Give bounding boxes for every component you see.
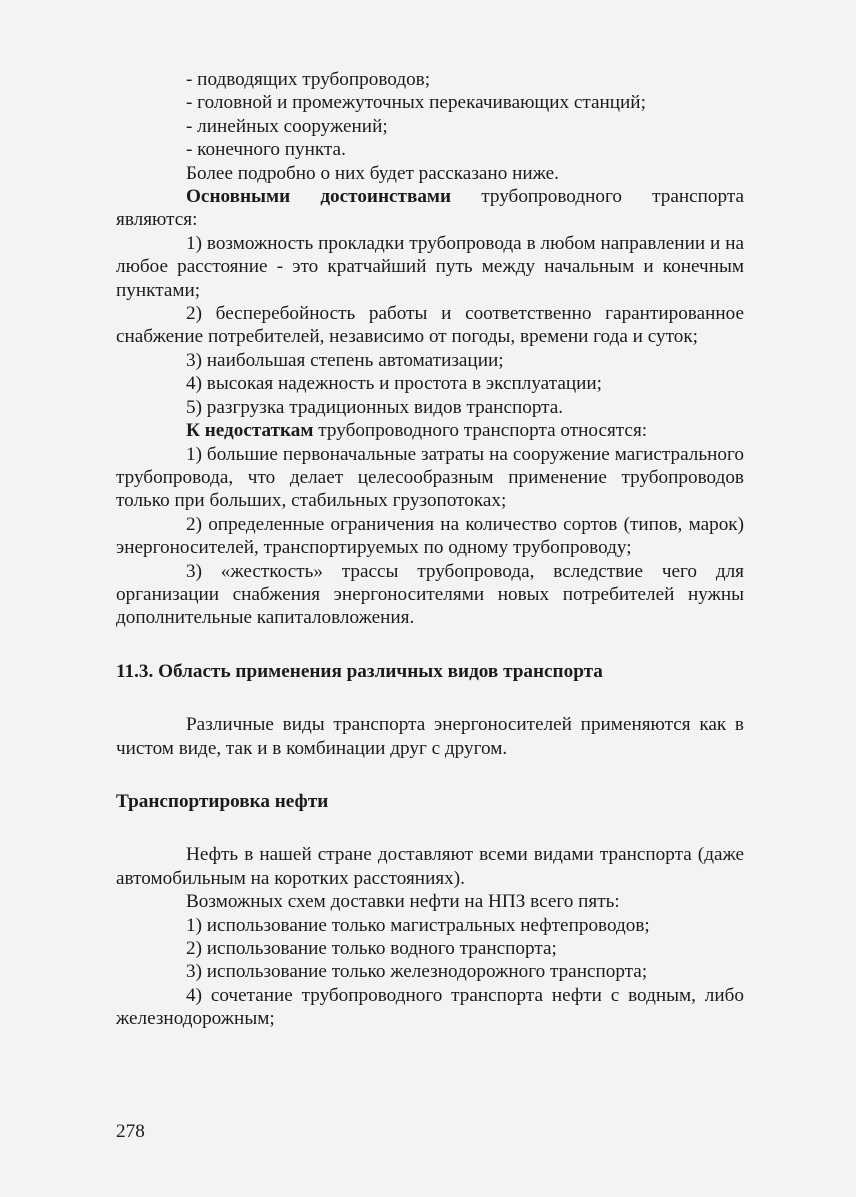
paragraph: Более подробно о них будет рассказано ниже. (186, 162, 559, 184)
list-item: 4) сочетание трубопроводного транспорта нефти с водным, либо железнодорожным; (116, 984, 744, 1030)
list-item: 5) разгрузка традиционных видов транспорта. (186, 396, 564, 418)
list-item: - конечного пункта. (186, 139, 346, 161)
page-number: 278 (116, 1121, 145, 1142)
list-item: 3) наибольшая степень автоматизации; (186, 349, 504, 371)
list-item: - головной и промежуточных перекачивающих станций; (186, 92, 646, 114)
paragraph: Возможных схем доставки нефти на НПЗ всего пять: (186, 891, 620, 913)
advantages-intro-text: трубопроводного транспорта являются: (116, 186, 745, 231)
list-item: 2) определенные ограничения на количество сортов (типов, марок) энергоносителей, транспортируемых по одному трубопроводу; (116, 513, 744, 559)
disadvantages-intro-text: трубопроводного транспорта относятся: (313, 420, 648, 442)
page-body (116, 68, 744, 1031)
advantages-intro (116, 185, 744, 232)
list-item: 1) использование только магистральных нефтепроводов; (186, 914, 650, 936)
disadvantages-intro (116, 419, 744, 442)
list-item: 4) высокая надежность и простота в эксплуатации; (186, 373, 602, 395)
section-heading: 11.3. Область применения различных видов транспорта (116, 660, 603, 682)
advantages-heading: Основными достоинствами (186, 186, 452, 208)
list-item: 3) использование только железнодорожного транспорта; (186, 961, 648, 983)
list-item: 1) большие первоначальные затраты на сооружение магистрального трубопровода, что делает целесообразным применение трубопроводов только при больших, стабильных грузопотоках; (116, 443, 744, 512)
list-item: 2) использование только водного транспорта; (186, 938, 557, 959)
list-item: - линейных сооружений; (186, 115, 388, 137)
paragraph: Различные виды транспорта энергоносителей применяются как в чистом виде, так и в комбинации друг с другом. (116, 714, 744, 759)
list-item: - подводящих трубопроводов; (186, 69, 431, 90)
list-item: 2) бесперебойность работы и соответственно гарантированное снабжение потребителей, независимо от погоды, времени года и суток; (116, 303, 744, 348)
list-item: 1) возможность прокладки трубопровода в любом направлении и на любое расстояние - это кратчайший путь между начальным и конечным пунктами; (116, 232, 744, 301)
list-item: 3) «жесткость» трассы трубопровода, вследствие чего для организации снабжения энергоносителями новых потребителей нужны дополнительные капиталовложения. (116, 560, 744, 629)
disadvantages-heading: К недостаткам (186, 420, 314, 442)
paragraph: Нефть в нашей стране доставляют всеми видами транспорта (даже автомобильным на коротких расстояниях). (116, 844, 744, 889)
subsection-heading: Транспортировка нефти (116, 790, 329, 812)
